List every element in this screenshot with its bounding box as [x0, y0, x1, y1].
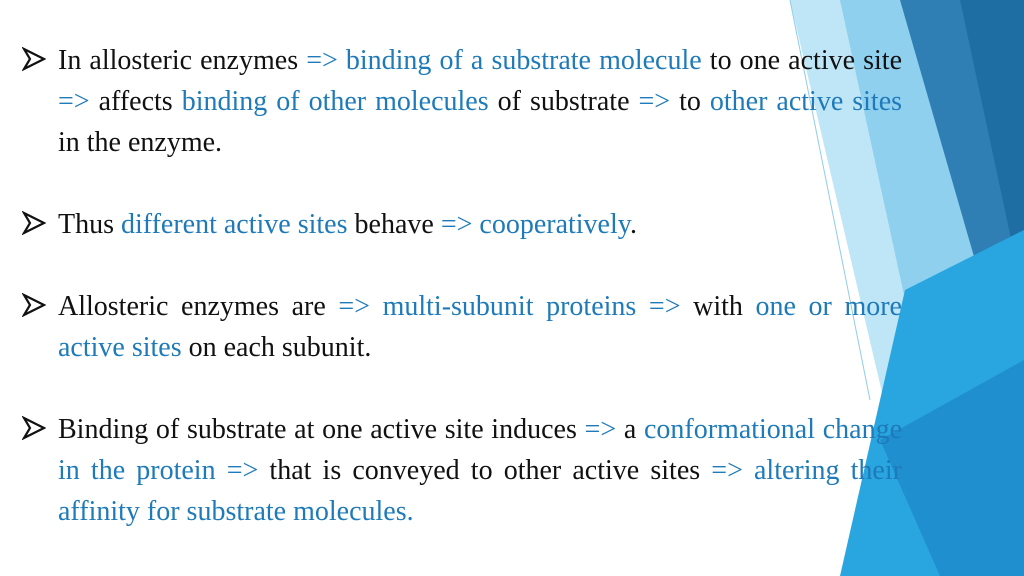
arrow-bullet-icon — [22, 40, 58, 76]
bullet-item — [22, 204, 902, 245]
arrow-bullet-icon — [22, 409, 58, 445]
bullet-item — [22, 40, 902, 163]
body-text: Binding of substrate at one active site induces — [58, 414, 585, 445]
bullet-item — [22, 409, 902, 532]
highlighted-text: binding of other molecules — [181, 86, 489, 117]
highlighted-text: conformational change in the protein => — [58, 414, 902, 486]
highlighted-text: => — [638, 86, 671, 117]
highlighted-text: => — [58, 86, 90, 117]
bullet-text — [58, 204, 902, 245]
body-text: behave — [347, 209, 441, 240]
body-text: Thus — [58, 209, 121, 240]
body-text: of substrate — [488, 86, 639, 117]
highlighted-text: => cooperatively — [440, 209, 630, 240]
highlighted-text: => altering their affinity for substrate molecules. — [58, 455, 902, 527]
body-text: on each subunit. — [181, 332, 372, 363]
body-text: affects — [89, 86, 182, 117]
arrow-bullet-icon — [22, 204, 58, 240]
body-text: Allosteric enzymes are — [58, 291, 339, 322]
body-text: . — [629, 209, 637, 240]
body-text: In allosteric enzymes — [58, 45, 307, 76]
bullet-text — [58, 409, 902, 532]
body-text: in the enzyme. — [58, 127, 223, 158]
highlighted-text: => multi-subunit proteins => — [338, 291, 681, 322]
body-text: to — [670, 86, 710, 117]
body-text: to one active site — [701, 45, 903, 76]
bullet-text — [58, 286, 902, 368]
highlighted-text: => — [584, 414, 617, 445]
arrow-bullet-icon — [22, 286, 58, 322]
body-text: that is conveyed to other active sites — [258, 455, 712, 486]
highlighted-text: other active sites — [709, 86, 903, 117]
bullet-text — [58, 40, 902, 163]
slide-content — [22, 40, 902, 573]
highlighted-text: => binding of a substrate molecule — [306, 45, 702, 76]
bullet-item — [22, 286, 902, 368]
highlighted-text: different active sites — [121, 209, 348, 240]
body-text: a — [616, 414, 644, 445]
body-text: with — [680, 291, 756, 322]
highlighted-text: one or more active sites — [58, 291, 902, 363]
